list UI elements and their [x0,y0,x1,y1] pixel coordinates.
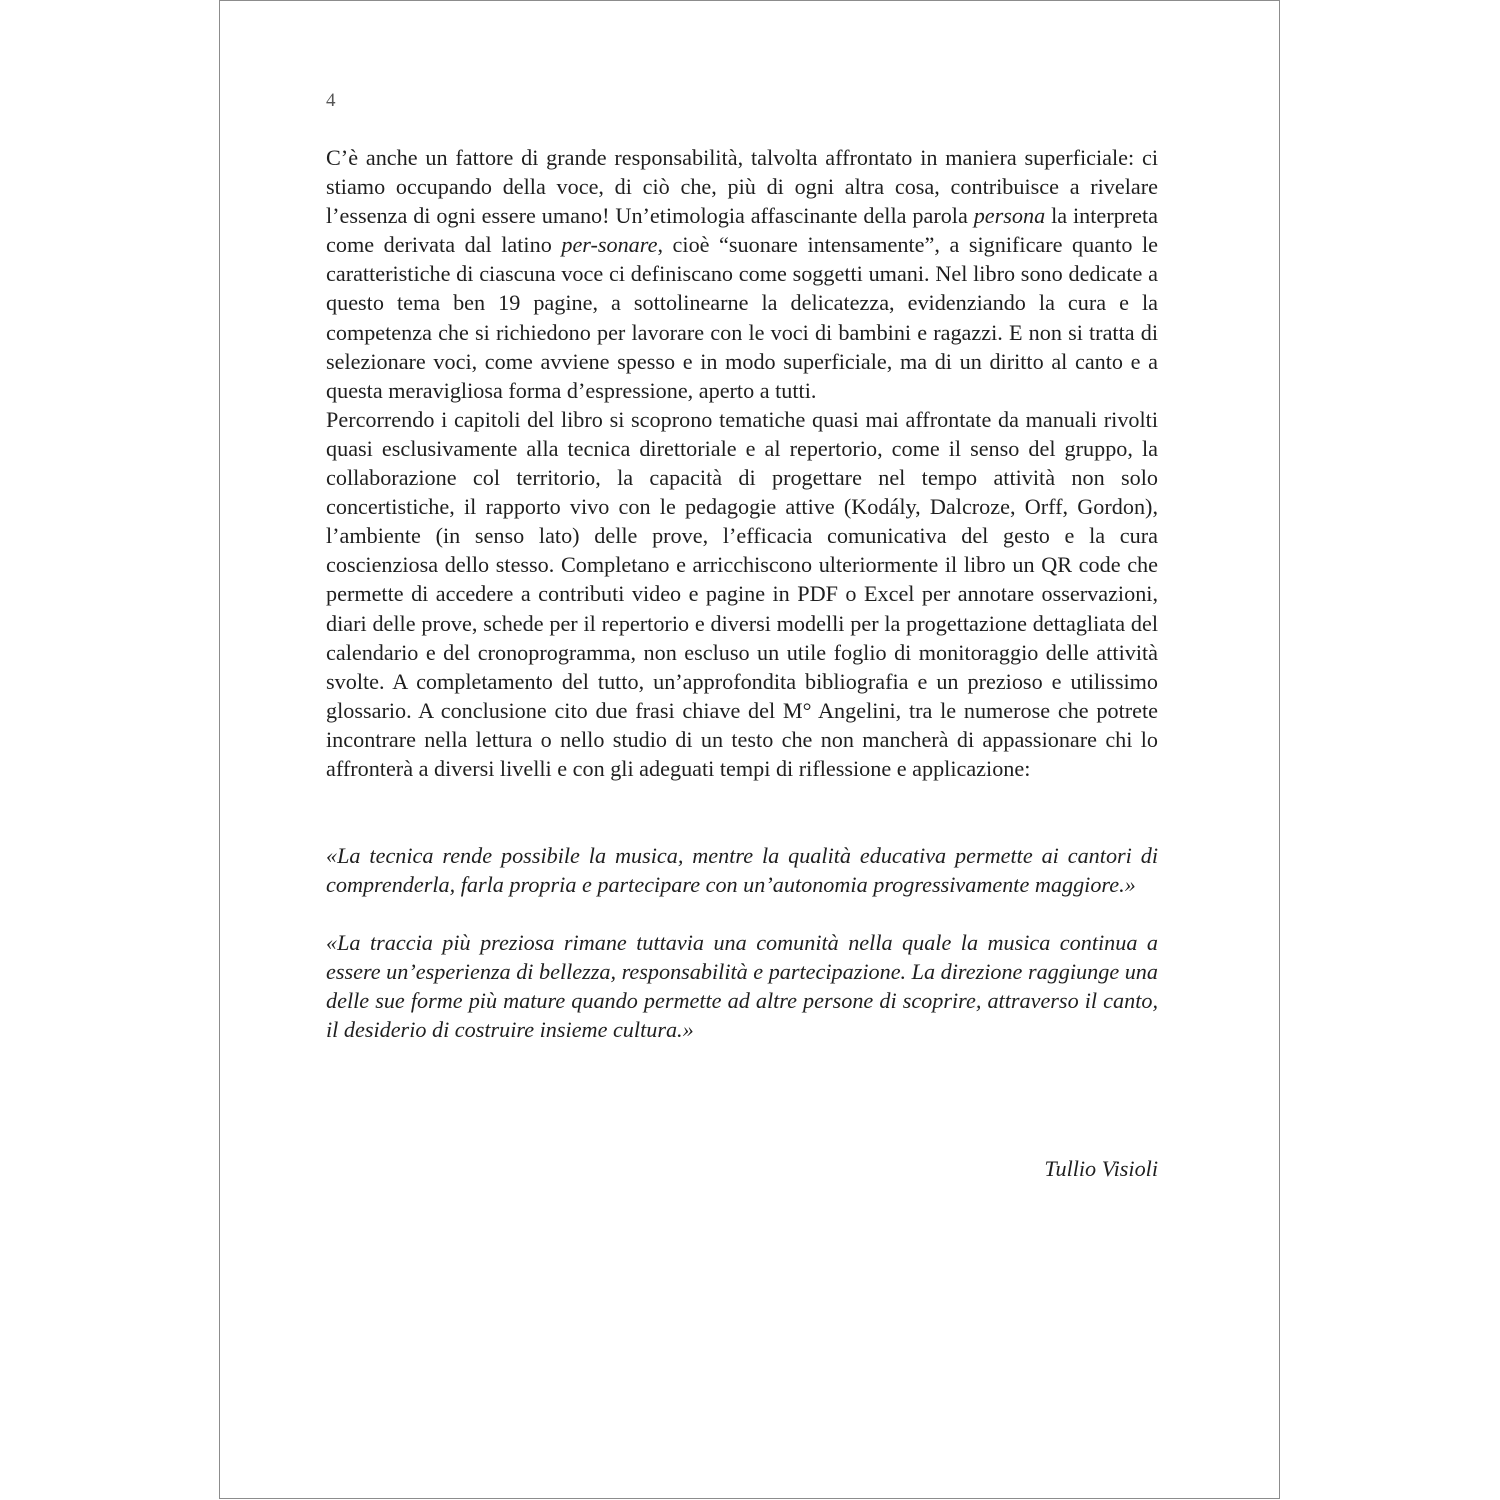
quote-1: «La tecnica rende possibile la musica, mentre la qualità educativa permette ai cantori di comprenderla, farla propria e partecipare con un’autonomia progressivamente maggiore.» [326,843,1158,898]
paragraph-1-part-2: la interpreta come derivata dal latino [326,203,1158,258]
paragraph-1-italic-persona: persona [973,203,1046,229]
paragraph-1-italic-per-sonare: per-sonare [561,232,658,258]
paragraph-1-part-1: C’è anche un fattore di grande responsabilità, talvolta affrontato in maniera superficiale: ci stiamo occupando della voce, di ciò che, più di ogni altra cosa, contribuisce a rivelare l’essenza di ogni essere umano! Un’etimologia affascinante della parola [326,145,1158,229]
quotes-block [326,841,1158,1074]
body-text [326,143,1158,783]
paragraph-1-part-3: , cioè “suonare intensamente”, a significare quanto le caratteristiche di ciascuna voce ci definiscano come soggetti umani. Nel libro sono dedicate a questo tema ben 19 pagine, a sottolinearne la delicatezza, evidenziando la cura e la competenza che si richiedono per lavorare con le voci di bambini e ragazzi. E non si tratta di selezionare voci, come avviene spesso e in modo superficiale, ma di un diritto al canto e a questa meravigliosa forma d’espressione, aperto a tutti. [326,232,1158,403]
author-signature: Tullio Visioli [1044,1156,1158,1181]
paragraph-1 [326,143,1158,405]
page-number: 4 [326,90,336,111]
book-page [219,0,1280,1499]
paragraph-2: Percorrendo i capitoli del libro si scoprono tematiche quasi mai affrontate da manuali rivolti quasi esclusivamente alla tecnica direttoriale e al repertorio, come il senso del gruppo, la collaborazione col territorio, la capacità di progettare nel tempo attività non solo concertistiche, il rapporto vivo con le pedagogie attive (Kodály, Dalcroze, Orff, Gordon), l’ambiente (in senso lato) delle prove, l’efficacia comunicativa del gesto e la cura coscienziosa dello stesso. Completano e arricchiscono ulteriormente il libro un QR code che permette di accedere a contributi video e pagine in PDF o Excel per annotare osservazioni, diari delle prove, schede per il repertorio e diversi modelli per la progettazione dettagliata del calendario e del cronoprogramma, non escluso un utile foglio di monitoraggio delle attività svolte. A completamento del tutto, un’approfondita bibliografia e un prezioso e utilissimo glossario. A conclusione cito due frasi chiave del M° Angelini, tra le numerose che potrete incontrare nella lettura o nello studio di un testo che non mancherà di appassionare chi lo affronterà a diversi livelli e con gli adeguati tempi di riflessione e applicazione: [326,406,1158,781]
quote-2: «La traccia più preziosa rimane tuttavia una comunità nella quale la musica continua a essere un’esperienza di bellezza, responsabilità e partecipazione. La direzione raggiunge una delle sue forme più mature quando permette ad altre persone di scoprire, attraverso il canto, il desiderio di costruire insieme cultura.» [326,930,1158,1043]
